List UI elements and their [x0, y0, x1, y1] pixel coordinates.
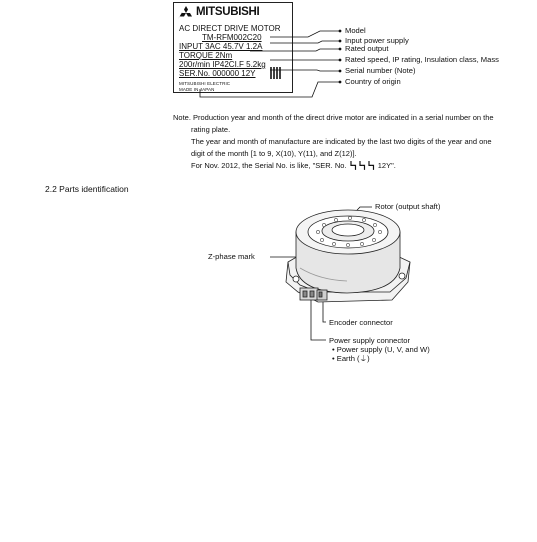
plate-line-input: INPUT 3AC 45.7V 1.2A [179, 42, 263, 51]
part-zphase-label: Z-phase mark [208, 252, 255, 261]
part-encoder-label: Encoder connector [329, 318, 393, 327]
plate-line-torque: TORQUE 2Nm [179, 51, 233, 60]
callout-output: Rated output [345, 44, 389, 53]
note-line-1: Note. Production year and month of the direct drive motor are indicated in a serial number on the [173, 113, 494, 122]
plate-line-product: AC DIRECT DRIVE MOTOR [179, 24, 281, 33]
plate-line-model: TM-RFM002C20 [202, 33, 262, 42]
brand-name: MITSUBISHI [196, 6, 260, 18]
callout-model: Model [345, 26, 366, 35]
note-line-5: For Nov. 2012, the Serial No. is like, "SER. No. ┗┓┗┓┗┓ 12Y". [191, 161, 396, 170]
part-power-uvw: • Power supply (U, V, and W) [332, 345, 430, 354]
plate-maker: MITSUBISHI ELECTRIC [179, 81, 231, 86]
callout-serial: Serial number (Note) [345, 66, 416, 75]
part-rotor-label: Rotor (output shaft) [375, 202, 441, 211]
section-title: 2.2 Parts identification [45, 184, 129, 194]
plate-line-serial: SER.No. 000000 12Y [179, 69, 256, 78]
plate-origin: MADE IN JAPAN [179, 87, 215, 92]
plate-line-speed: 200r/min IP42CI.F 5.2kg [179, 60, 266, 69]
part-power-earth: • Earth (⏚) [332, 354, 370, 363]
callout-input: Input power supply [345, 36, 409, 45]
note-line-4: digit of the month [1 to 9, X(10), Y(11), and Z(12)]. [191, 149, 357, 158]
part-power-connector-label: Power supply connector [329, 336, 411, 345]
callout-origin: Country of origin [345, 77, 401, 86]
callout-speed: Rated speed, IP rating, Insulation class, Mass [345, 55, 499, 64]
note-line-2: rating plate. [191, 125, 231, 134]
note-line-3: The year and month of manufacture are indicated by the last two digits of the year and one [191, 137, 492, 146]
